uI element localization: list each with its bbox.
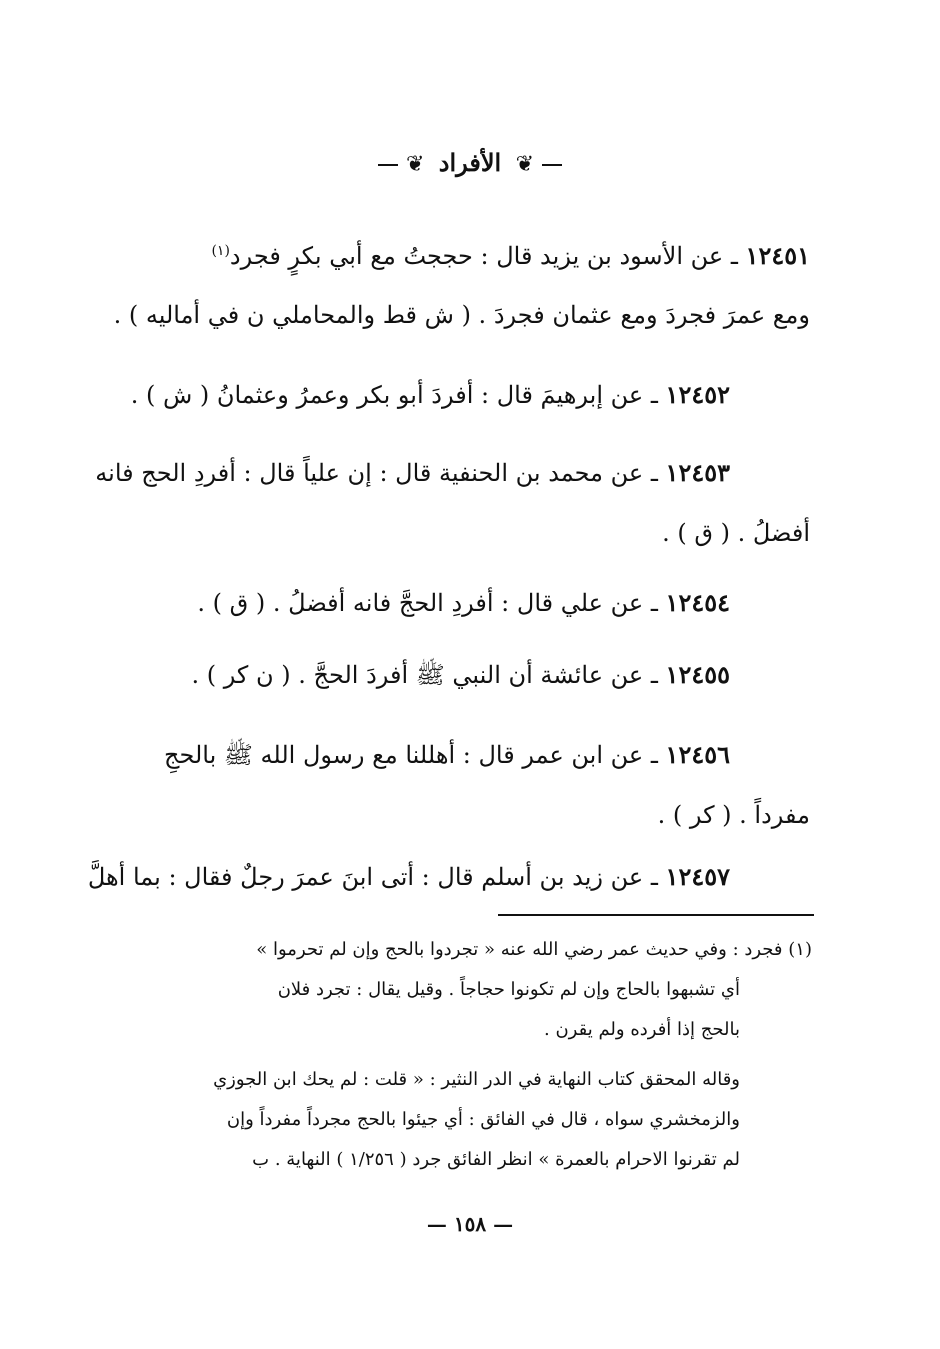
dash-separator: ـ xyxy=(643,661,658,689)
hadith-text: عن محمد بن الحنفية قال : إن علياً قال : أفردِ الحج فانه xyxy=(95,459,644,487)
hadith-number: ١٢٤٥١ xyxy=(745,241,810,270)
hadith-number: ١٢٤٥٦ xyxy=(665,740,730,769)
dash-separator: ـ xyxy=(643,459,658,487)
footnote-text: فجرد : وفي حديث عمر رضي الله عنه « تجردوا بالحج وإن لم تحرموا » xyxy=(256,939,783,960)
hadith-entry xyxy=(191,660,730,690)
header-title: الأفراد xyxy=(438,148,502,177)
dash-separator: ـ xyxy=(723,242,738,270)
dash-separator: ـ xyxy=(643,589,658,617)
footnote-marker: (١) xyxy=(211,243,230,259)
hadith-continuation: مفرداً . ( كر ) . xyxy=(657,801,810,829)
hadith-entry xyxy=(211,236,810,271)
hadith-entry xyxy=(95,458,730,488)
footnote-line: لم تقرنوا الاحرام بالعمرة » انظر الفائق جرد ( ١/٢٥٦ ) النهاية . ب xyxy=(252,1149,740,1170)
hadith-text: عن زيد بن أسلم قال : أتى ابنَ عمرَ رجلٌ فقال : بما أهلَّ xyxy=(87,863,644,891)
dash-separator: ـ xyxy=(643,863,658,891)
footnote-number: (١) xyxy=(788,939,812,960)
dash-separator: ـ xyxy=(643,381,658,409)
dash-separator: ـ xyxy=(643,741,658,769)
hadith-entry xyxy=(197,588,730,618)
page-header xyxy=(0,148,940,177)
ornament-icon: ❦ xyxy=(515,152,535,177)
hadith-continuation: أفضلُ . ( ق ) . xyxy=(662,519,810,547)
hadith-text: عن إبرهيمَ قال : أفردَ أبو بكر وعمرُ وعثمانُ ( ش ) . xyxy=(130,381,644,409)
hadith-continuation: ومع عمرَ فجردَ ومع عثمان فجردَ . ( ش قط والمحاملي ن في أماليه ) . xyxy=(113,301,810,329)
footnote-line: وقاله المحقق كتاب النهاية في الدر النثير : « قلت : لم يحك ابن الجوزي xyxy=(213,1069,740,1090)
hadith-text: عن الأسود بن يزيد قال : حججتُ مع أبي بكرٍ فجرد xyxy=(229,242,724,270)
footnote-line xyxy=(256,938,812,962)
hadith-text: عن عائشة أن النبي ﷺ أفردَ الحجَّ . ( ن كر ) . xyxy=(191,661,644,689)
hadith-number: ١٢٤٥٧ xyxy=(665,862,730,891)
hadith-text: عن علي قال : أفردِ الحجَّ فانه أفضلُ . ( ق ) . xyxy=(197,589,644,617)
hadith-number: ١٢٤٥٥ xyxy=(665,660,730,689)
footnote-line: والزمخشري سواه ، قال في الفائق : أي جيئوا بالحج مجرداً مفرداً وإن xyxy=(226,1109,740,1130)
header-dash-right xyxy=(542,164,562,166)
hadith-entry xyxy=(131,380,730,410)
ornament-icon: ❦ xyxy=(405,152,425,177)
footnote-line: بالحج إذا أفرده ولم يقرن . xyxy=(544,1019,740,1040)
footnote-line: أي تشبهوا بالحاج وإن لم تكونوا حجاجاً . وقيل يقال : تجرد فلان xyxy=(277,979,740,1000)
hadith-entry xyxy=(88,862,730,892)
page-number: — ١٥٨ — xyxy=(426,1212,514,1236)
hadith-entry xyxy=(164,740,730,770)
hadith-number: ١٢٤٥٣ xyxy=(665,458,730,487)
hadith-text: عن ابن عمر قال : أهللنا مع رسول الله ﷺ بالحجِ xyxy=(163,741,644,769)
header-dash-left xyxy=(378,164,398,166)
hadith-number: ١٢٤٥٤ xyxy=(665,588,730,617)
footnote-divider xyxy=(498,914,814,916)
hadith-number: ١٢٤٥٢ xyxy=(665,380,730,409)
